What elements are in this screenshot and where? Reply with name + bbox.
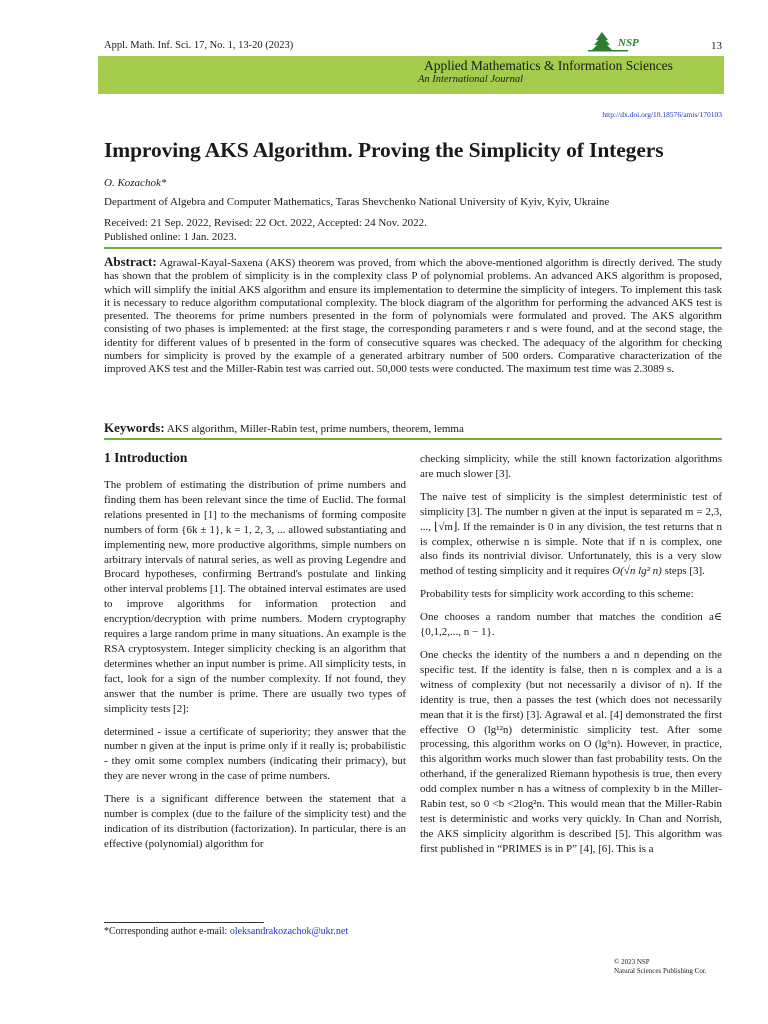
paragraph: One chooses a random number that matches the condition a∈ {0,1,2,..., n − 1}. [420,611,722,639]
affiliation: Department of Algebra and Computer Mathematics, Taras Shevchenko National University of Kyiv, Kyiv, Ukraine [104,196,610,208]
received-dates: Received: 21 Sep. 2022, Revised: 22 Oct. 2022, Accepted: 24 Nov. 2022. [104,217,427,229]
divider [104,247,722,249]
divider [104,438,722,440]
doi-link[interactable]: http://dx.doi.org/10.18576/amis/170103 [602,110,722,119]
page-number: 13 [711,40,722,52]
column-right [420,452,722,865]
publisher-line: Natural Sciences Publishing Cor. [614,967,707,975]
copyright [614,958,707,976]
paper-title: Improving AKS Algorithm. Proving the Simplicity of Integers [104,138,664,162]
formula: O(√n lg² n) [612,565,662,578]
paragraph: Probability tests for simplicity work according to this scheme: [420,588,694,601]
footnote-label: *Corresponding author e-mail: [104,926,230,937]
keywords [104,420,722,436]
footnote [104,926,348,937]
journal-name: Applied Mathematics & Information Sciences [424,58,673,73]
text: The naive test of simplicity is the simplest deterministic test of simplicity [3]. The number n given at the input is separated m = 2,3, ..., ⌊√m⌋. If the remainder is 0 in any division, the test returns that n is complex, otherwise n is simple. Note that if n is complex, one also finds its nontrivial divisor. Unfortunately, this is a very slow method of testing simplicity and it requires [420,490,722,578]
author-email-link[interactable]: oleksandrakozachok@ukr.net [229,926,349,937]
paragraph: The problem of estimating the distribution of prime numbers and finding them has been relevant since the time of Euclid. The formal relations presented in [1] to the mechanisms of forming composite numbers of form {6k ± 1}, k = 1, 2, 3, ... allowed substantiating and implementing new, more productive algorithms, simple numbers on arbitrary intervals of natural series, as well as proving Legendre and Brocard hypotheses, confirming Bertrand's postulate and linking other interval problems [1]. The obtained interval estimates are used to improve algorithms for information protection and encryption/decryption with prime numbers. Modern cryptography requires a large random prime in many situations. An example is the RSA cryptosystem. Integer simplicity checking is an algorithm that determines whether an input number is prime. All simplicity tests, in fact, look for a sign of the number complexity. If not found, they answer that the number is prime. There are usually two types of simplicity tests [2]: [104,479,406,715]
keywords-text: AKS algorithm, Miller-Rabin test, prime numbers, theorem, lemma [166,423,464,435]
paragraph: determined - issue a certificate of superiority; they answer that the number n given at the input is prime only if it really is; probabilistic - they omit some complex numbers (indicating their primacy), but they are never wrong in the case of prime numbers. [104,725,406,783]
author: O. Kozachok* [104,177,167,189]
journal-subtitle: An International Journal [418,74,523,85]
published-date: Published online: 1 Jan. 2023. [104,230,237,243]
paragraph: One checks the identity of the numbers a and n depending on the specific test. If the identity is false, then n is complex and a is a witness of complexity (but not necessarily a divisor of n). If the identity is true, then a passes the test (which does not necessarily mean that it is the first) [3]. Agrawal et al. [4] demonstrated the first effective O (lg¹²n) deterministic simplicity test. After some processing, this algorithm works on O (lg⁶n). However, in practice, this algorithm works much slower than fast probability tests. On the otherhand, if the generalized Riemann hypothesis is true, then every odd complex number n has a witness of complexity b in the Miller-Rabin test, so 0 <b <2log²n. This would mean that the Miller-Rabin test is deterministic and works very quickly. In Chan and Norrish, the AKS simplicity algorithm is described [5]. This algorithm was first published in “PRIMES is in P” [4], [6]. This is a [420,648,722,855]
paragraph [420,490,722,579]
logo-text: NSP [618,37,639,49]
text: steps [3]. [661,565,705,578]
paragraph: There is a significant difference between the statement that a number is complex (due to the failure of the simplicity test) and the indication of its distribution (factorization). In particular, there is an effective (polynomial) algorithm for [104,793,406,850]
section-heading: 1 Introduction [104,450,188,465]
column-left [104,448,406,860]
paragraph: checking simplicity, while the still known factorization algorithms are much slower [3]. [420,453,722,480]
abstract-label: Abstract: [104,254,157,269]
copyright-line: © 2023 NSP [614,958,650,966]
abstract-text: Agrawal-Kayal-Saxena (AKS) theorem was proved, from which the above-mentioned algorithm is directly derived. The study has shown that the problem of simplicity is in the complexity class P of polynomial problems. An advanced AKS algorithm is proposed, which will simplify the initial AKS algorithm and ensure its implementation to determine the simplicity of integers. To implement this task it is necessary to reduce algorithm computational complexity. The block diagram of the algorithm for performing the advanced AKS test is presented. The theorems for prime numbers presented in the form of polynomials were formulated and proved. The AKS algorithm consisting of two phases is implemented: at the first stage, the corresponding parameters r and s were found, and at the second stage, the identity for different values of b presented in the form of consecutive squares was checked. The adequacy of the algorithm for checking numbers for simplicity is proved by the example of a generated arbitrary number of 500 orders. Comparative characterization of the improved AKS test and the Miller-Rabin test was carried out. 50,000 tests were conducted. The maximum test time was 2.3089 s. [104,257,722,376]
keywords-label: Keywords: [104,420,165,435]
footnote-divider [104,922,264,923]
abstract [104,255,722,377]
nsp-logo [588,30,668,54]
dates [104,217,427,244]
journal-reference: Appl. Math. Inf. Sci. 17, No. 1, 13-20 (2023) [104,40,294,51]
